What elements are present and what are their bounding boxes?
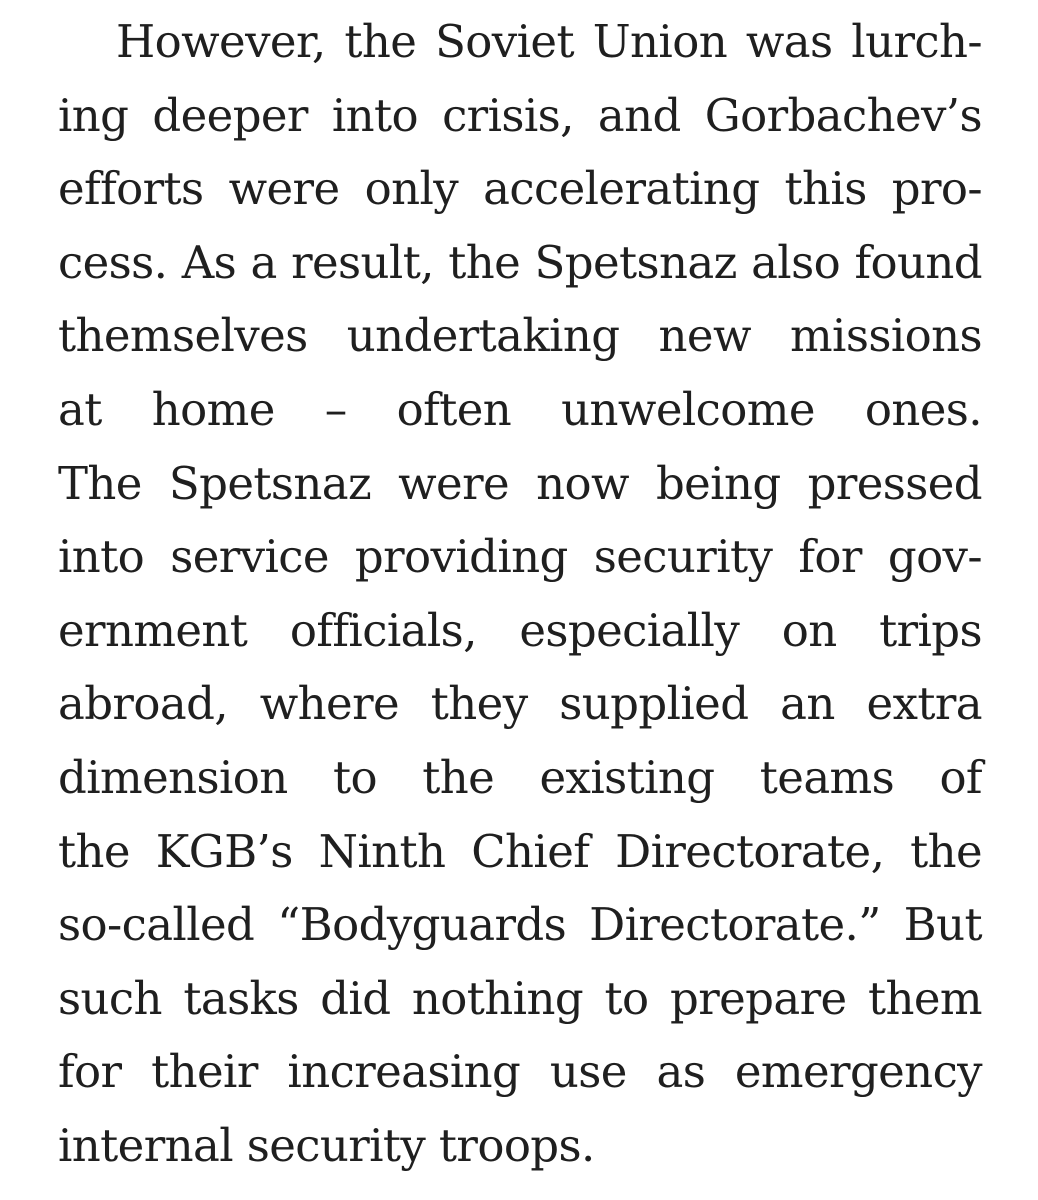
text-line: for their increasing use as emergency [58, 1045, 982, 1099]
text-line: themselves undertaking new missions [58, 309, 982, 363]
text-line: abroad, where they supplied an extra [58, 677, 982, 731]
text-line: into service providing security for gov- [58, 530, 982, 584]
text-line: such tasks did nothing to prepare them [58, 971, 982, 1025]
text-line: the KGB’s Ninth Chief Directorate, the [58, 824, 982, 878]
text-line: cess. As a result, the Spetsnaz also found [58, 235, 982, 289]
text-line: ing deeper into crisis, and Gorbachev’s [58, 88, 982, 142]
text-line: at home – often unwelcome ones. [58, 382, 982, 436]
text-line: internal security troops. [58, 1118, 595, 1172]
text-line: so-called “Bodyguards Directorate.” But [58, 898, 982, 952]
text-line: However, the Soviet Union was lurch- [116, 15, 982, 68]
text-line: The Spetsnaz were now being pressed [58, 456, 982, 510]
text-line: efforts were only accelerating this pro- [58, 162, 982, 216]
text-line: ernment officials, especially on trips [58, 603, 982, 657]
text-line: dimension to the existing teams of [58, 750, 982, 804]
body-paragraph [58, 5, 982, 1183]
